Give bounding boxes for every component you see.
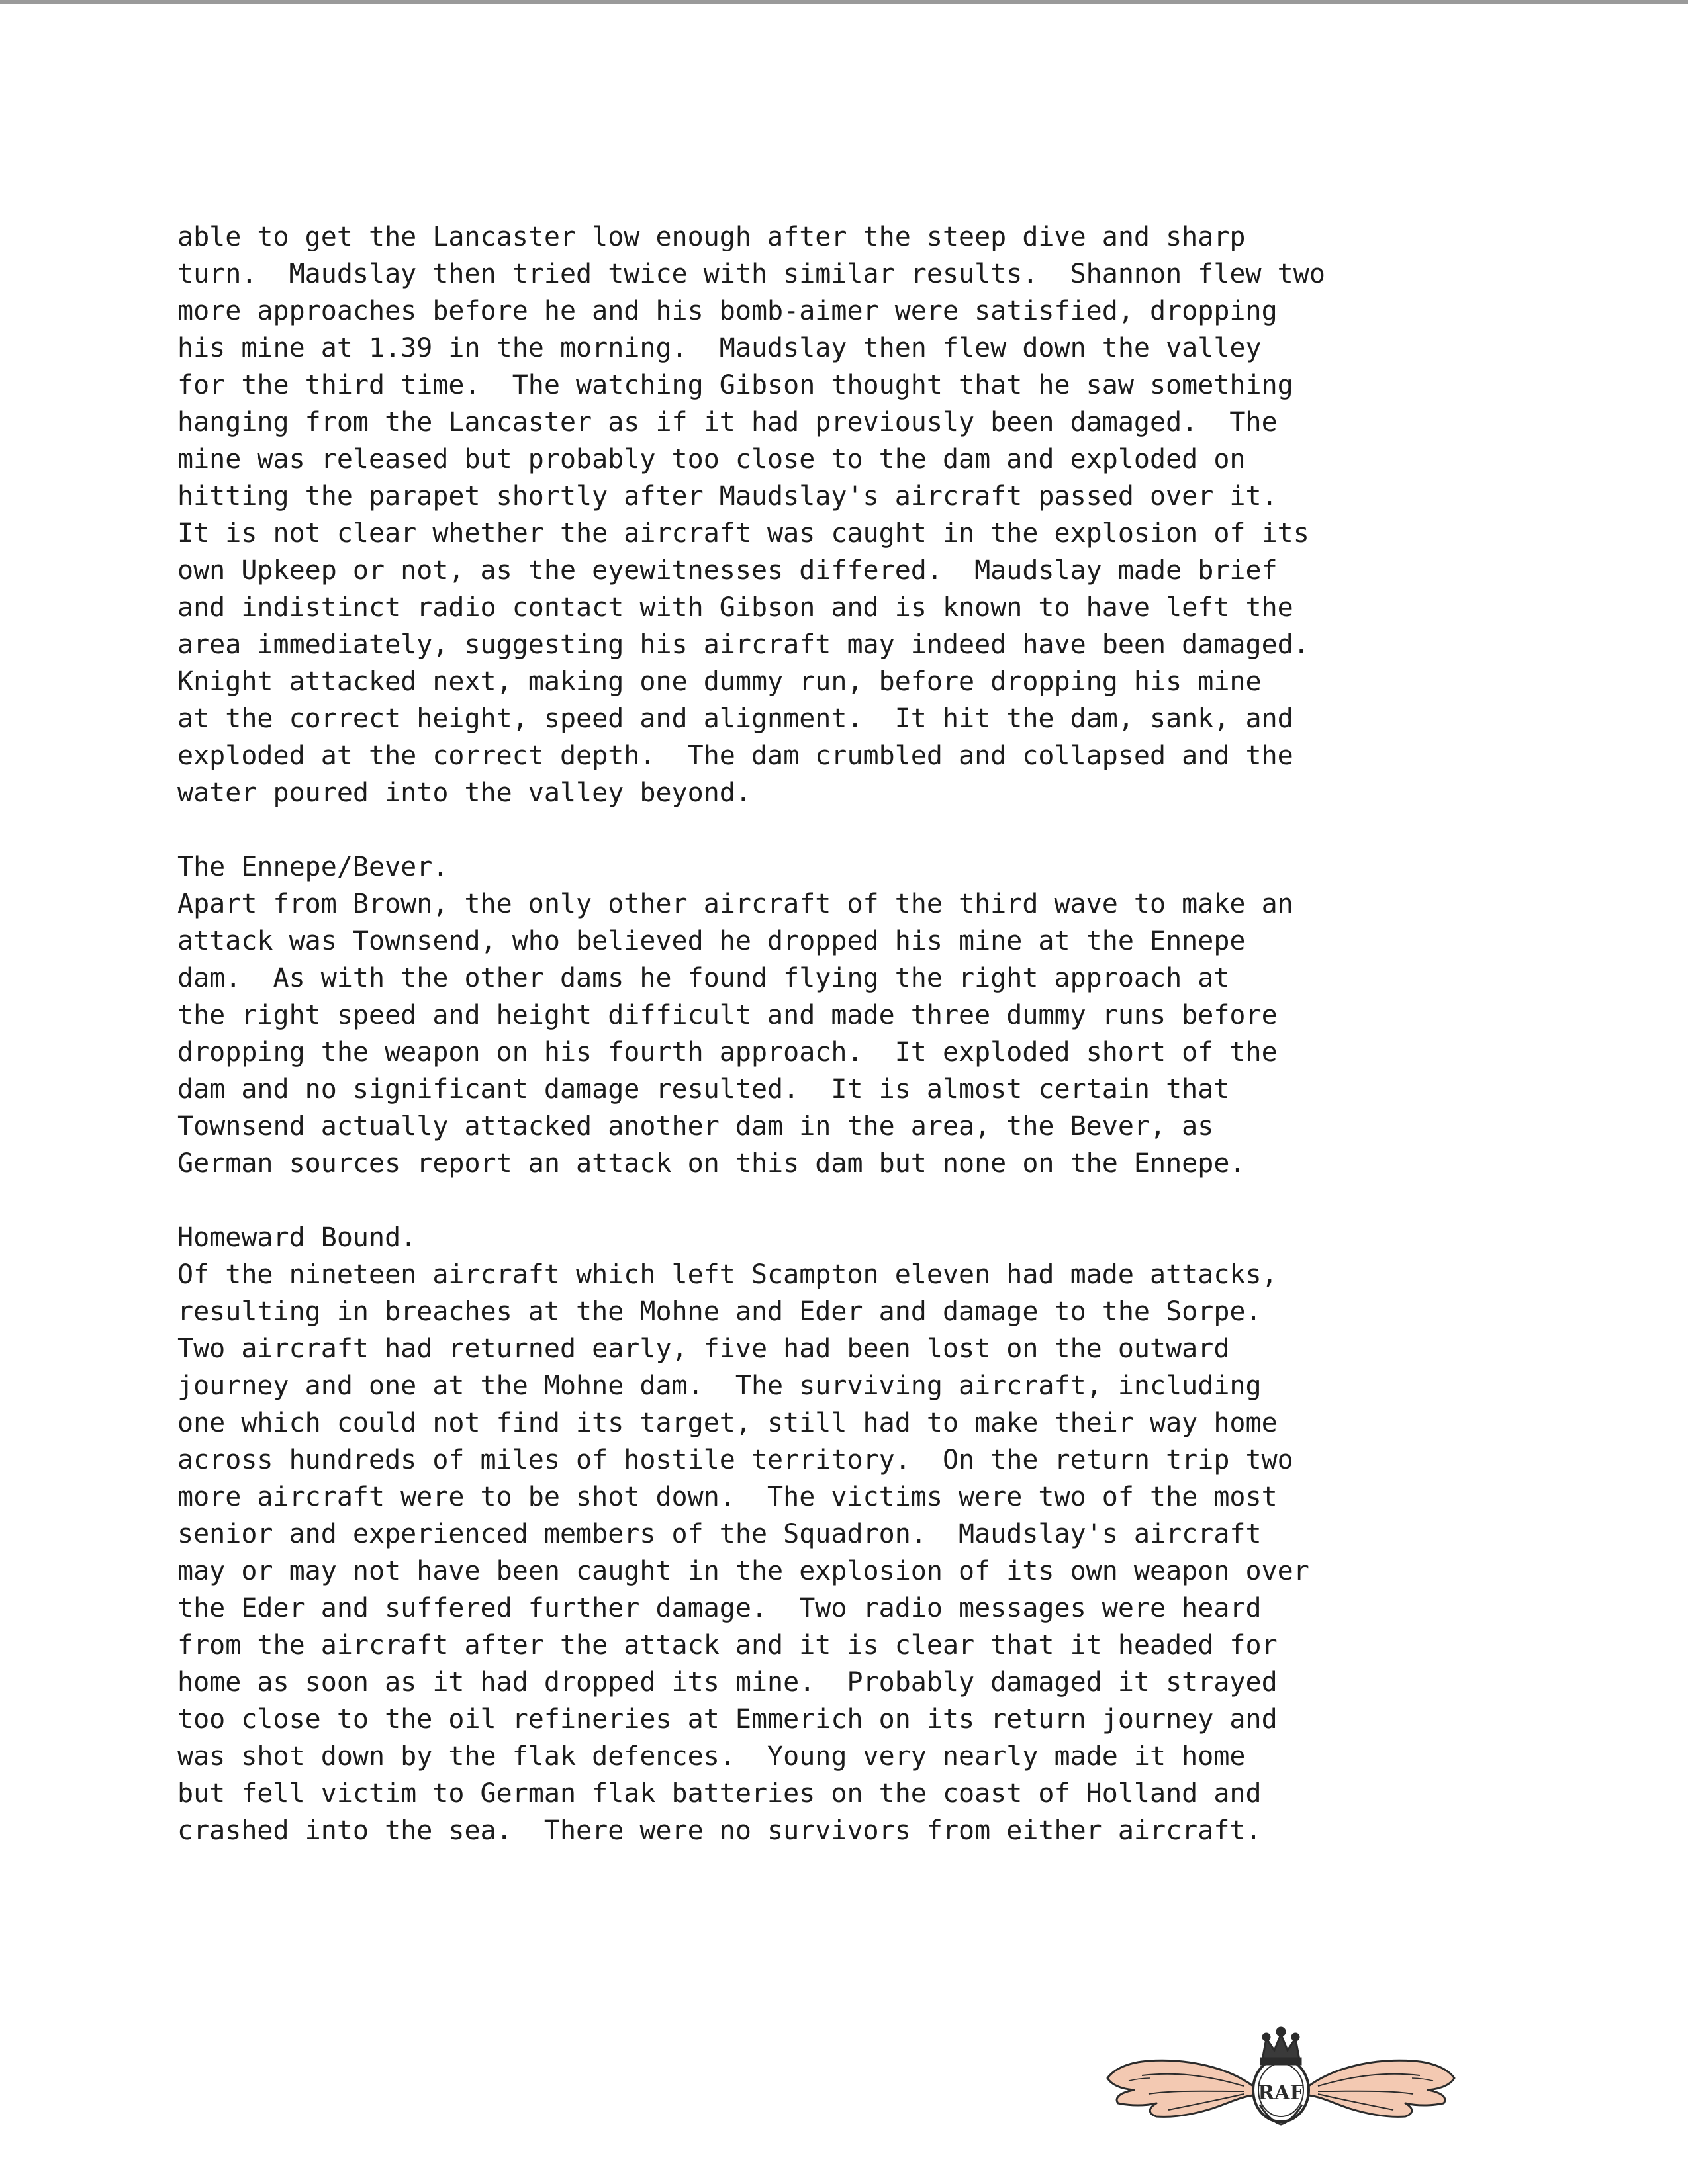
paragraph-gap [177, 811, 1501, 848]
document-body [177, 218, 1501, 1849]
text-line: attack was Townsend, who believed he dropped his mine at the Ennepe [177, 926, 1246, 956]
text-line: area immediately, suggesting his aircraft may indeed have been damaged. [177, 629, 1309, 660]
text-line: exploded at the correct depth. The dam crumbled and collapsed and the [177, 741, 1293, 771]
text-line: Of the nineteen aircraft which left Scampton eleven had made attacks, [177, 1259, 1278, 1290]
text-line: and indistinct radio contact with Gibson and is known to have left the [177, 592, 1293, 623]
paragraph-gap [177, 1182, 1501, 1219]
text-line: may or may not have been caught in the explosion of its own weapon over [177, 1556, 1309, 1586]
text-line: more aircraft were to be shot down. The victims were two of the most [177, 1482, 1278, 1512]
section-mohne-eder-continued [177, 218, 1501, 811]
text-line: dam and no significant damage resulted. It is almost certain that [177, 1074, 1230, 1105]
text-line: his mine at 1.39 in the morning. Maudslay then flew down the valley [177, 333, 1262, 363]
text-line: across hundreds of miles of hostile territory. On the return trip two [177, 1445, 1293, 1475]
text-line: Apart from Brown, the only other aircraft of the third wave to make an [177, 889, 1293, 919]
text-line: at the correct height, speed and alignment. It hit the dam, sank, and [177, 704, 1293, 734]
right-wing [1309, 2060, 1454, 2116]
section-ennepe-bever [177, 848, 1501, 1182]
section-heading: Homeward Bound. [177, 1222, 417, 1253]
top-scan-edge [0, 0, 1688, 4]
text-line: mine was released but probably too close to the dam and exploded on [177, 444, 1246, 475]
text-line: Knight attacked next, making one dummy run, before dropping his mine [177, 666, 1262, 697]
text-line: Townsend actually attacked another dam in the area, the Bever, as [177, 1111, 1214, 1142]
text-line: journey and one at the Mohne dam. The surviving aircraft, including [177, 1371, 1262, 1401]
crown [1261, 2028, 1301, 2064]
text-line: hanging from the Lancaster as if it had previously been damaged. The [177, 407, 1278, 437]
text-line: but fell victim to German flak batteries on the coast of Holland and [177, 1778, 1262, 1809]
text-line: dropping the weapon on his fourth approach. It exploded short of the [177, 1037, 1278, 1068]
text-line: water poured into the valley beyond. [177, 778, 751, 808]
text-line: for the third time. The watching Gibson thought that he saw something [177, 370, 1293, 400]
raf-wings-icon [1102, 2012, 1460, 2138]
text-line: own Upkeep or not, as the eyewitnesses differed. Maudslay made brief [177, 555, 1278, 586]
text-line: from the aircraft after the attack and it is clear that it headed for [177, 1630, 1278, 1661]
text-line: It is not clear whether the aircraft was caught in the explosion of its [177, 518, 1309, 549]
text-line: one which could not find its target, still had to make their way home [177, 1408, 1278, 1438]
text-line: able to get the Lancaster low enough after the steep dive and sharp [177, 222, 1246, 252]
section-homeward-bound [177, 1219, 1501, 1849]
text-line: hitting the parapet shortly after Maudslay's aircraft passed over it. [177, 481, 1278, 512]
section-heading: The Ennepe/Bever. [177, 852, 449, 882]
text-line: German sources report an attack on this dam but none on the Ennepe. [177, 1148, 1246, 1179]
left-wing [1107, 2060, 1253, 2116]
text-line: senior and experienced members of the Squadron. Maudslay's aircraft [177, 1519, 1262, 1549]
raf-monogram: RAF [1258, 2081, 1304, 2105]
text-line: Two aircraft had returned early, five had been lost on the outward [177, 1334, 1230, 1364]
text-line: dam. As with the other dams he found flying the right approach at [177, 963, 1230, 993]
text-line: the right speed and height difficult and made three dummy runs before [177, 1000, 1278, 1030]
text-line: crashed into the sea. There were no survivors from either aircraft. [177, 1815, 1262, 1846]
text-line: more approaches before he and his bomb-aimer were satisfied, dropping [177, 296, 1278, 326]
text-line: the Eder and suffered further damage. Two radio messages were heard [177, 1593, 1262, 1623]
text-line: turn. Maudslay then tried twice with similar results. Shannon flew two [177, 259, 1325, 289]
text-line: resulting in breaches at the Mohne and Eder and damage to the Sorpe. [177, 1297, 1262, 1327]
text-line: home as soon as it had dropped its mine. Probably damaged it strayed [177, 1667, 1278, 1698]
text-line: too close to the oil refineries at Emmerich on its return journey and [177, 1704, 1278, 1735]
text-line: was shot down by the flak defences. Young very nearly made it home [177, 1741, 1246, 1772]
